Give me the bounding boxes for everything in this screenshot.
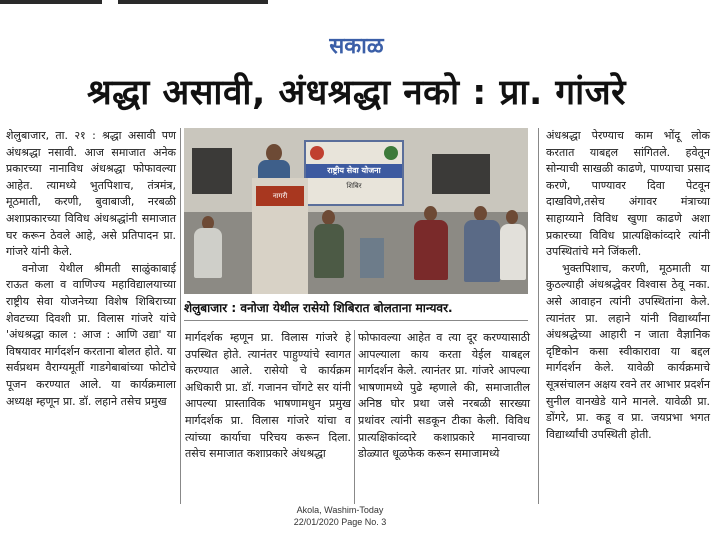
podium-text: नागरी bbox=[272, 192, 288, 200]
column-divider bbox=[180, 128, 181, 504]
news-photo bbox=[184, 128, 528, 294]
person-head bbox=[506, 210, 518, 224]
seated-person bbox=[314, 224, 344, 278]
article-column-1 bbox=[6, 128, 176, 410]
footer-source: Akola, Washim-Today bbox=[296, 505, 384, 515]
top-strip-bar bbox=[0, 0, 102, 4]
source-footer bbox=[240, 504, 440, 528]
column-divider bbox=[354, 330, 355, 504]
top-strip-bar bbox=[118, 0, 268, 4]
chair bbox=[360, 238, 384, 278]
photo-window bbox=[192, 148, 232, 194]
article-column-2 bbox=[185, 330, 351, 463]
banner-logo bbox=[384, 146, 398, 160]
photo-caption: शेलुबाजार : वनोजा येथील रासेयो शिबिरात बोलताना मान्यवर. bbox=[184, 296, 528, 321]
podium bbox=[252, 178, 308, 294]
seated-person bbox=[414, 220, 448, 280]
paragraph: भुक्तपिशाच, करणी, मूठमाती या कुठल्याही अंधश्रद्धेवर विश्वास ठेवू नका. असे आवाहन त्यांनी उपस्थितांना केले. त्यानंतर प्रा. लहाने यांनी विद्यार्थ्यांना अंधश्रद्धेच्या आहारी न जाता वैज्ञानिक दृष्टिकोन कसा स्वीकारावा या बद्दल मार्गदर्शन केले. यावेळी कार्यक्रमाचे सूत्रसंचालन अक्षय रवने तर आभार प्रदर्शन सुनील वानखेडे याने मानले. यावेळी प्रा. डोंगरे, प्रा. कडू व प्रा. जयप्रभा भगत विद्यार्थ्यांची उपस्थिती होती. bbox=[546, 261, 710, 441]
paragraph: फोफावल्या आहेत व त्या दूर करण्यासाठी आपल्याला काय करता येईल याबद्दल मार्गदर्शन केले. त्यानंतर प्रा. गांजरे आपल्या भाषणामध्ये पुढे म्हणाले की, समाजातील अनिष्ठ घोर प्रथा जसे नरबळी सारख्या प्रथांवर त्यांनी सडकून टीका केली. विविध प्रात्यक्षिकांव्दारे कशाप्रकारे मानवाच्या डोळ्यात धूळफेक करून समाजामध्ये bbox=[358, 331, 530, 461]
article-headline: श्रद्धा असावी, अंधश्रद्धा नको : प्रा. गांजरे bbox=[87, 73, 626, 113]
photo-window bbox=[432, 154, 490, 194]
paragraph: वनोजा येथील श्रीमती साळुंकाबाई राऊत कला व वाणिज्य महाविद्यालयाच्या राष्ट्रीय सेवा योजनेच्या विशेष शिबिराच्या शेवटच्या दिवशी प्रा. विलास गांजरे यांचे 'अंधश्रद्धा काल : आज : आणि उद्या' या विषयावर मार्गदर्शन करताना बोलत होते. या सर्वप्रथम वैराग्यमूर्ती गाडगेबाबांच्या फोटोचे पूजन करण्यात आले. या कार्यक्रमाला अध्यक्ष म्हणून प्रा. डॉ. लहाने तसेच प्रमुख bbox=[6, 261, 176, 408]
banner-title: राष्ट्रीय सेवा योजना bbox=[327, 166, 381, 175]
newspaper-masthead: सकाळ bbox=[329, 34, 384, 59]
seated-person bbox=[500, 224, 526, 280]
article-column-4 bbox=[546, 128, 710, 443]
paragraph: शेलुबाजार, ता. २१ : श्रद्धा असावी पण अंधश्रद्धा नसावी. आज समाजात अनेक प्रकारच्या नानाविध अंधश्रद्धा फोफावल्या आहेत. त्यामध्ये भुतपिशाच, तंत्रमंत्र, मूठमाती, करणी, बुवाबाजी, नरबळी अशाप्रकारच्या विविध अंधश्रद्धांनी समाजात घर करून ठेवले आहे, असे प्रतिपादन प्रा. गांजरे यांनी केले. bbox=[6, 129, 176, 259]
seated-person bbox=[194, 228, 222, 278]
banner-subtitle: शिबिर bbox=[346, 182, 362, 190]
paragraph: अंधश्रद्धा पेरण्याच काम भोंदू लोक करतात याबद्दल सांगितले. हवेतून सोन्याची साखळी काढणे, पाण्याचा प्रसाद करणे, पाण्यावर दिवा पेटवून दाखविणे,तसेच अंगावर मंत्राच्या साहाय्याने विविध खुणा काढणे अशा प्रकारच्या विविध प्रात्यक्षिकांव्दारे त्यांनी उपस्थितांचे मने जिंकली. bbox=[546, 129, 710, 259]
top-strip bbox=[0, 0, 713, 6]
article-column-3 bbox=[358, 330, 530, 463]
footer-date-page: 22/01/2020 Page No. 3 bbox=[293, 517, 387, 527]
seated-person bbox=[464, 220, 500, 282]
banner bbox=[304, 140, 404, 206]
person-head bbox=[322, 210, 335, 225]
person-head bbox=[424, 206, 437, 221]
paragraph: मार्गदर्शक म्हणून प्रा. विलास गांजरे हे उपस्थित होते. त्यानंतर पाहुण्यांचे स्वागत करण्यात आले. रासेयो चे कार्यक्रम अधिकारी प्रा. डॉ. गजानन चोंगटे सर यांनी आपल्या प्रास्ताविक भाषणामधुन प्रमुख मार्गदर्शक प्रा. विलास गांजरे यांचा व त्यांच्या कार्याचा परिचय करून दिला. तसेच समाजात कशाप्रकारे अंधश्रद्धा bbox=[185, 331, 351, 461]
person-head bbox=[474, 206, 487, 221]
banner-logo bbox=[310, 146, 324, 160]
column-divider bbox=[538, 128, 539, 504]
